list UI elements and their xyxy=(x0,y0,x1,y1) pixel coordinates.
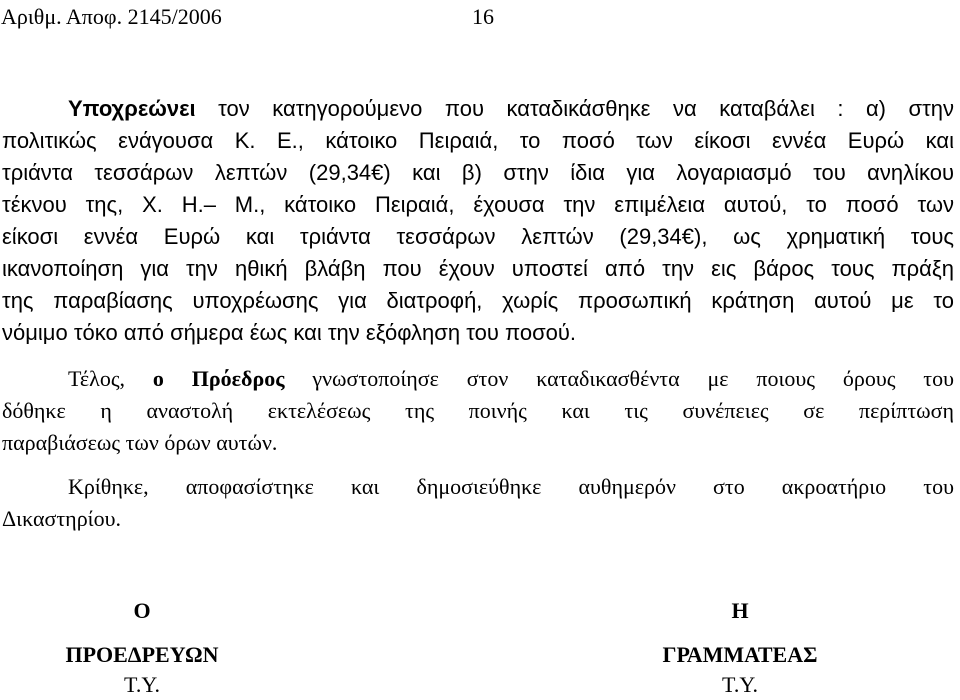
paragraph-1-line-2: πολιτικώς ενάγουσα Κ. Ε., κάτοικο Πειραιά, το ποσό των είκοσι εννέα Ευρώ και xyxy=(2,128,954,153)
paragraph-3-line-1: Κρίθηκε, αποφασίστηκε και δημοσιεύθηκε αυθημερόν στο ακροατήριο του xyxy=(68,474,954,499)
obliges-keyword: Υποχρεώνει xyxy=(68,96,196,121)
signature-left-note: Τ.Υ. xyxy=(124,672,160,697)
paragraph-1-line-7: της παραβίασης υποχρέωσης για διατροφή, χωρίς προσωπική κράτηση αυτού με το xyxy=(2,288,954,313)
signature-right-note: Τ.Υ. xyxy=(722,672,758,697)
paragraph-1-line-5: είκοσι εννέα Ευρώ και τριάντα τεσσάρων λεπτών (29,34€), ως χρηματική τους xyxy=(2,224,954,249)
paragraph-1-line-3: τριάντα τεσσάρων λεπτών (29,34€) και β) στην ίδια για λογαριασμό του ανηλίκου xyxy=(2,160,954,185)
page-number: 16 xyxy=(472,4,494,29)
president-bold: Πρόεδρος xyxy=(191,366,285,391)
article-bold: ο xyxy=(152,366,164,391)
signature-right-title: ΓΡΑΜΜΑΤΕΑΣ xyxy=(662,642,818,667)
page-header xyxy=(0,4,960,34)
paragraph-1-line-8: νόμιμο τόκο από σήμερα έως και την εξόφληση του ποσού. xyxy=(2,320,577,345)
paragraph-1-line-4: τέκνου της, Χ. Η.– Μ., κάτοικο Πειραιά, έχουσα την επιμέλεια αυτού, το ποσό των xyxy=(2,192,954,217)
signature-left-article: Ο xyxy=(133,598,151,623)
paragraph-2-line-3: παραβιάσεως των όρων αυτών. xyxy=(2,430,278,455)
paragraph-1-line-1: Υποχρεώνει τον κατηγορούμενο που καταδικάσθηκε να καταβάλει : α) στην xyxy=(68,96,954,121)
paragraph-1-line-6: ικανοποίηση για την ηθική βλάβη που έχουν υποστεί από την εις βάρος τους πράξη xyxy=(2,256,954,281)
decision-reference: Αριθμ. Αποφ. 2145/2006 xyxy=(1,4,222,29)
paragraph-2-line-2: δόθηκε η αναστολή εκτελέσεως της ποινής και τις συνέπειες σε περίπτωση xyxy=(2,398,954,423)
signature-left-title: ΠΡΟΕΔΡΕΥΩΝ xyxy=(65,642,219,667)
paragraph-3-line-2: Δικαστηρίου. xyxy=(2,506,121,531)
signature-right-article: Η xyxy=(731,598,749,623)
paragraph-2-line-1: Τέλος, ο Πρόεδρος γνωστοποίησε στον καταδικασθέντα με ποιους όρους του xyxy=(68,366,955,391)
